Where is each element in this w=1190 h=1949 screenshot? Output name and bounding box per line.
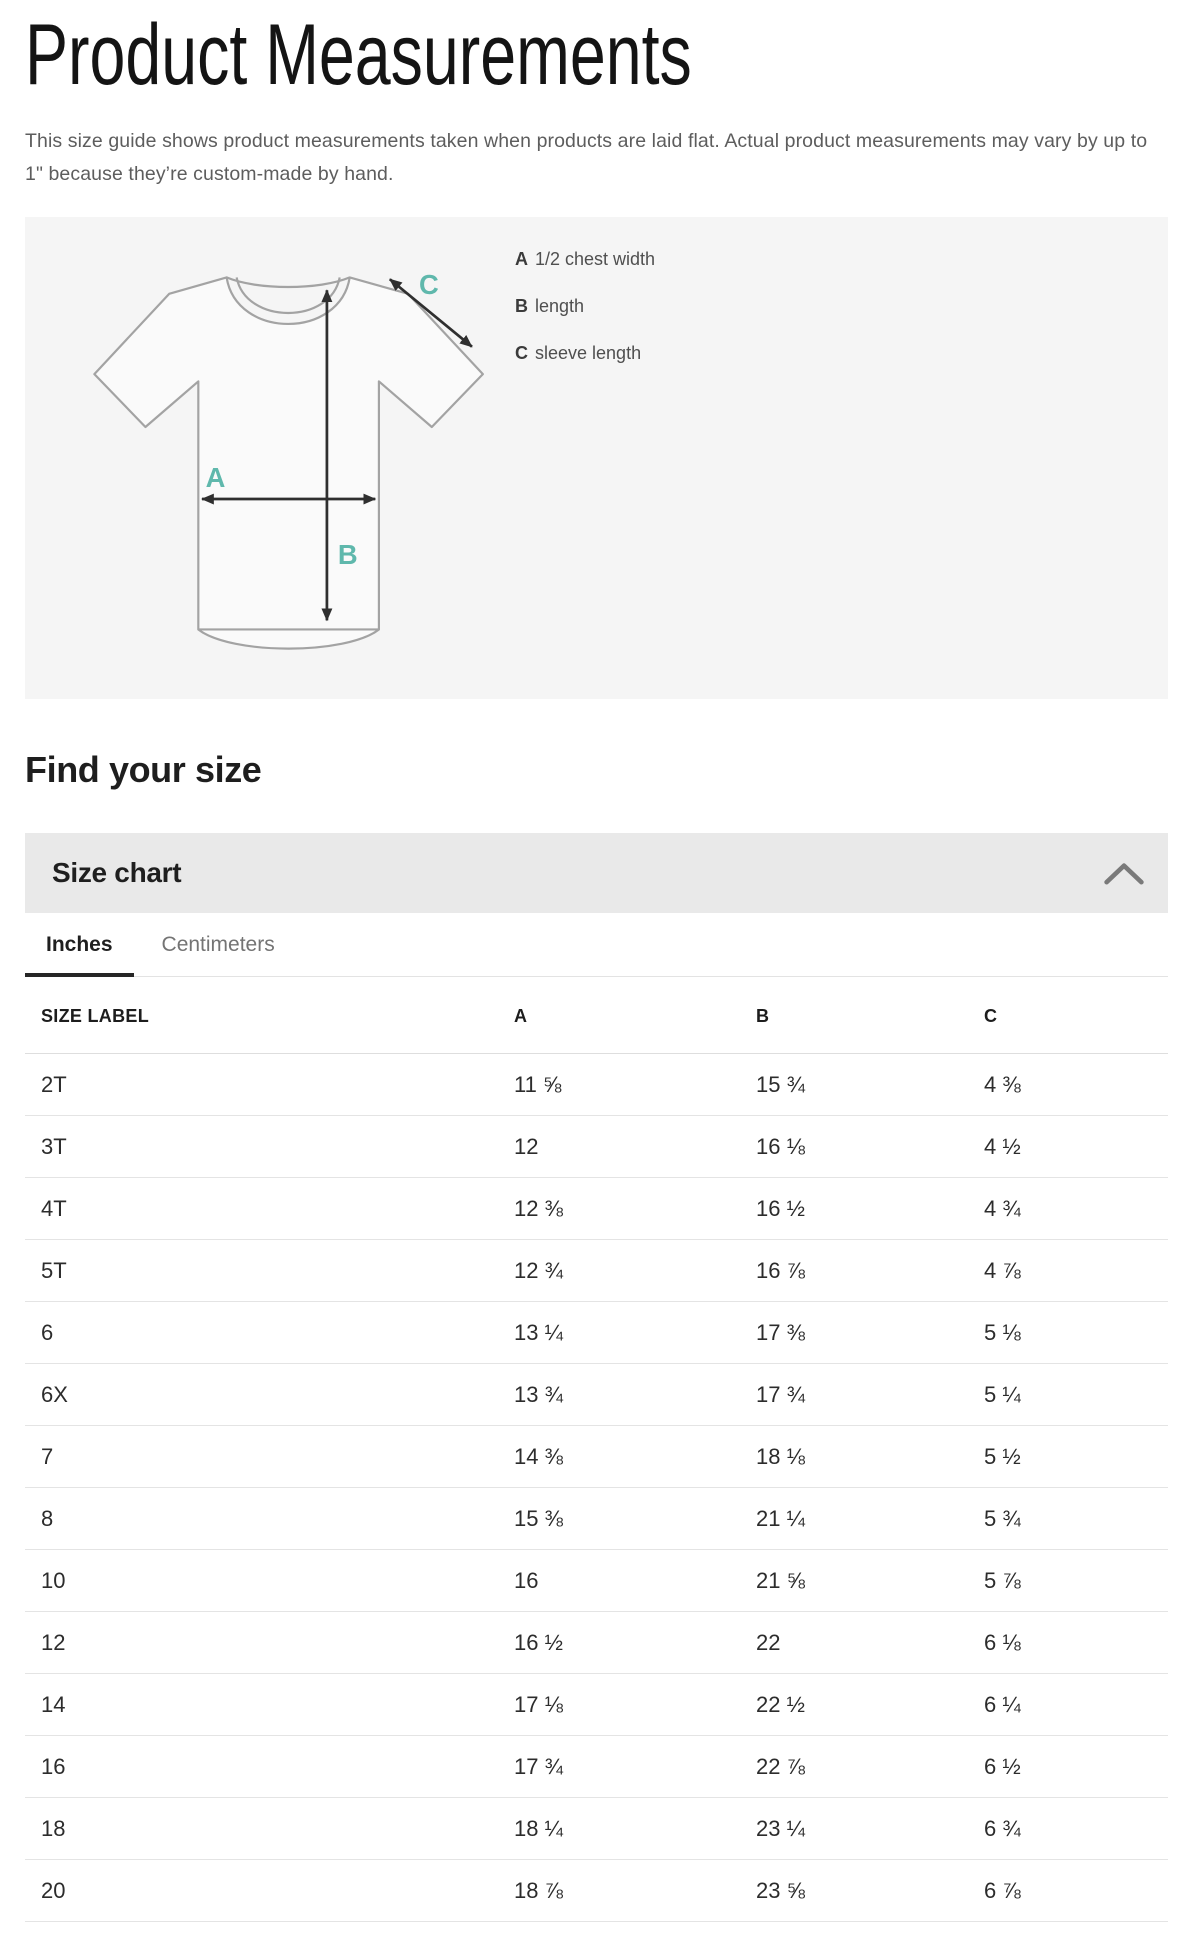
page-title: Product Measurements bbox=[25, 7, 692, 103]
table-row bbox=[25, 1426, 1168, 1488]
measurement-b-cell: 22 ⅞ bbox=[756, 1736, 984, 1798]
size-label-cell: 6X bbox=[25, 1364, 514, 1426]
diagram-letter-a: A bbox=[205, 462, 226, 494]
measurement-a-cell: 17 ⅛ bbox=[514, 1674, 756, 1736]
size-label-cell: 5T bbox=[25, 1240, 514, 1302]
legend-label-a: 1/2 chest width bbox=[535, 249, 656, 270]
legend-item-c bbox=[515, 341, 655, 365]
legend-key-c: C bbox=[515, 343, 528, 364]
measurement-a-cell: 18 ⅞ bbox=[514, 1860, 756, 1922]
size-chart-table bbox=[25, 977, 1168, 1922]
measurement-a-cell: 18 ¼ bbox=[514, 1798, 756, 1860]
size-label-cell: 20 bbox=[25, 1860, 514, 1922]
measurement-c-cell: 4 ⅞ bbox=[984, 1240, 1168, 1302]
measurement-a-cell: 13 ¾ bbox=[514, 1364, 756, 1426]
table-row bbox=[25, 1612, 1168, 1674]
table-row bbox=[25, 1178, 1168, 1240]
measurement-b-cell: 22 bbox=[756, 1612, 984, 1674]
measurement-b-cell: 21 ¼ bbox=[756, 1488, 984, 1550]
column-header-a: A bbox=[514, 977, 756, 1054]
table-row bbox=[25, 1798, 1168, 1860]
size-label-cell: 7 bbox=[25, 1426, 514, 1488]
column-header-c: C bbox=[984, 977, 1168, 1054]
table-row bbox=[25, 1240, 1168, 1302]
measurement-a-cell: 16 bbox=[514, 1550, 756, 1612]
tab-centimeters[interactable]: Centimeters bbox=[161, 932, 275, 956]
table-row bbox=[25, 1116, 1168, 1178]
measurement-diagram-panel bbox=[25, 217, 1168, 699]
size-label-cell: 14 bbox=[25, 1674, 514, 1736]
legend-key-b: B bbox=[515, 296, 528, 317]
tshirt-diagram bbox=[67, 227, 523, 689]
measurement-legend bbox=[515, 247, 655, 388]
size-label-cell: 4T bbox=[25, 1178, 514, 1240]
measurement-b-cell: 22 ½ bbox=[756, 1674, 984, 1736]
measurement-a-cell: 15 ⅜ bbox=[514, 1488, 756, 1550]
measurement-a-cell: 17 ¾ bbox=[514, 1736, 756, 1798]
product-measurements-page bbox=[0, 7, 1190, 1922]
tshirt-outline bbox=[94, 278, 483, 649]
legend-item-b bbox=[515, 294, 655, 318]
measurement-c-cell: 4 ½ bbox=[984, 1116, 1168, 1178]
table-header-row bbox=[25, 977, 1168, 1054]
measurement-b-cell: 23 ⅝ bbox=[756, 1860, 984, 1922]
measurement-a-cell: 12 bbox=[514, 1116, 756, 1178]
measurement-c-cell: 6 ½ bbox=[984, 1736, 1168, 1798]
measurement-a-cell: 13 ¼ bbox=[514, 1302, 756, 1364]
legend-key-a: A bbox=[515, 249, 528, 270]
size-label-cell: 2T bbox=[25, 1054, 514, 1116]
legend-label-c: sleeve length bbox=[535, 343, 642, 364]
table-row bbox=[25, 1550, 1168, 1612]
legend-item-a bbox=[515, 247, 655, 271]
measurement-b-cell: 16 ½ bbox=[756, 1178, 984, 1240]
measurement-c-cell: 5 ⅛ bbox=[984, 1302, 1168, 1364]
measurement-a-cell: 11 ⅝ bbox=[514, 1054, 756, 1116]
measurement-a-cell: 12 ¾ bbox=[514, 1240, 756, 1302]
measurement-c-cell: 6 ⅛ bbox=[984, 1612, 1168, 1674]
column-header-b: B bbox=[756, 977, 984, 1054]
measurement-b-cell: 21 ⅝ bbox=[756, 1550, 984, 1612]
page-description: This size guide shows product measurements taken when products are laid flat. Actual product measurements may vary by up to 1" because they’re custom-made by hand. bbox=[25, 130, 1148, 186]
size-label-cell: 16 bbox=[25, 1736, 514, 1798]
diagram-letter-b: B bbox=[337, 538, 358, 570]
table-row bbox=[25, 1302, 1168, 1364]
measurement-b-cell: 17 ⅜ bbox=[756, 1302, 984, 1364]
measurement-c-cell: 5 ¼ bbox=[984, 1364, 1168, 1426]
legend-label-b: length bbox=[535, 296, 585, 317]
measurement-a-cell: 16 ½ bbox=[514, 1612, 756, 1674]
measurement-c-cell: 5 ⅞ bbox=[984, 1550, 1168, 1612]
size-label-cell: 18 bbox=[25, 1798, 514, 1860]
measurement-c-cell: 6 ⅞ bbox=[984, 1860, 1168, 1922]
measurement-b-cell: 15 ¾ bbox=[756, 1054, 984, 1116]
size-label-cell: 10 bbox=[25, 1550, 514, 1612]
size-label-cell: 8 bbox=[25, 1488, 514, 1550]
measurement-b-cell: 18 ⅛ bbox=[756, 1426, 984, 1488]
measurement-b-cell: 17 ¾ bbox=[756, 1364, 984, 1426]
table-row bbox=[25, 1860, 1168, 1922]
find-your-size-heading: Find your size bbox=[25, 749, 262, 791]
table-row bbox=[25, 1488, 1168, 1550]
measurement-c-cell: 6 ¼ bbox=[984, 1674, 1168, 1736]
measurement-a-cell: 14 ⅜ bbox=[514, 1426, 756, 1488]
size-chart-accordion-header[interactable] bbox=[25, 833, 1168, 913]
tab-inches[interactable]: Inches bbox=[25, 913, 134, 976]
measurement-c-cell: 6 ¾ bbox=[984, 1798, 1168, 1860]
table-row bbox=[25, 1364, 1168, 1426]
chevron-up-icon[interactable] bbox=[1102, 860, 1146, 886]
measurement-b-cell: 23 ¼ bbox=[756, 1798, 984, 1860]
column-header-size-label: SIZE LABEL bbox=[25, 977, 514, 1054]
measurement-a-cell: 12 ⅜ bbox=[514, 1178, 756, 1240]
table-row bbox=[25, 1674, 1168, 1736]
diagram-letter-c: C bbox=[419, 268, 439, 300]
measurement-b-cell: 16 ⅞ bbox=[756, 1240, 984, 1302]
measurement-c-cell: 4 ⅜ bbox=[984, 1054, 1168, 1116]
unit-tabs bbox=[25, 913, 1168, 977]
table-row bbox=[25, 1736, 1168, 1798]
measurement-c-cell: 4 ¾ bbox=[984, 1178, 1168, 1240]
size-chart-title: Size chart bbox=[52, 857, 182, 889]
size-label-cell: 12 bbox=[25, 1612, 514, 1674]
table-row bbox=[25, 1054, 1168, 1116]
measurement-b-cell: 16 ⅛ bbox=[756, 1116, 984, 1178]
measurement-c-cell: 5 ¾ bbox=[984, 1488, 1168, 1550]
measurement-c-cell: 5 ½ bbox=[984, 1426, 1168, 1488]
size-label-cell: 3T bbox=[25, 1116, 514, 1178]
size-label-cell: 6 bbox=[25, 1302, 514, 1364]
